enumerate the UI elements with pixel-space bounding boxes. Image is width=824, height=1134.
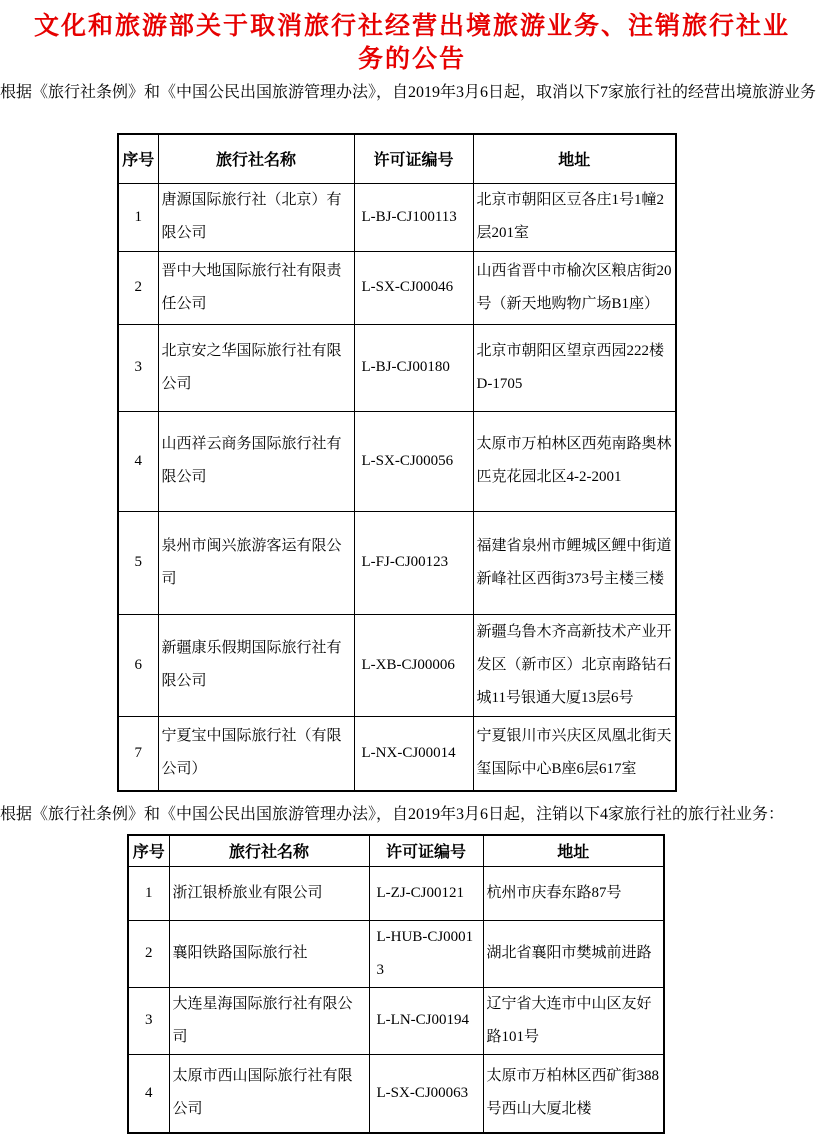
agency-name: 襄阳铁路国际旅行社 xyxy=(169,920,369,987)
row-number: 4 xyxy=(128,1054,169,1133)
license-number: L-SX-CJ00063 xyxy=(369,1054,483,1133)
agency-address: 湖北省襄阳市樊城前进路 xyxy=(483,920,664,987)
agency-name: 北京安之华国际旅行社有限公司 xyxy=(158,324,354,411)
row-number: 2 xyxy=(128,920,169,987)
license-number: L-FJ-CJ00123 xyxy=(354,511,473,614)
license-number: L-LN-CJ00194 xyxy=(369,987,483,1054)
agency-name: 泉州市闽兴旅游客运有限公司 xyxy=(158,511,354,614)
page-title: 文化和旅游部关于取消旅行社经营出境旅游业务、注销旅行社业务的公告 xyxy=(33,12,790,73)
license-number: L-HUB-CJ00013 xyxy=(369,920,483,987)
table-row xyxy=(128,1054,664,1133)
column-header-address: 地址 xyxy=(483,835,664,866)
row-number: 2 xyxy=(118,251,158,324)
agency-name: 大连星海国际旅行社有限公司 xyxy=(169,987,369,1054)
license-number: L-ZJ-CJ00121 xyxy=(369,866,483,920)
row-number: 5 xyxy=(118,511,158,614)
cancel-table-body xyxy=(118,183,676,791)
agency-name: 宁夏宝中国际旅行社（有限公司） xyxy=(158,716,354,791)
agency-name: 山西祥云商务国际旅行社有限公司 xyxy=(158,411,354,511)
agency-name: 浙江银桥旅业有限公司 xyxy=(169,866,369,920)
license-number: L-XB-CJ00006 xyxy=(354,614,473,716)
header-row xyxy=(118,134,676,183)
row-number: 3 xyxy=(118,324,158,411)
header-row xyxy=(128,835,664,866)
agency-name: 太原市西山国际旅行社有限公司 xyxy=(169,1054,369,1133)
intro-paragraph-cancel: 根据《旅行社条例》和《中国公民出国旅游管理办法》，自2019年3月6日起，取消以下7家旅行社的经营出境旅游业务 xyxy=(0,84,817,101)
column-header-agency-name: 旅行社名称 xyxy=(158,134,354,183)
row-number: 1 xyxy=(118,183,158,251)
table-row xyxy=(118,183,676,251)
agency-name: 新疆康乐假期国际旅行社有限公司 xyxy=(158,614,354,716)
cancel-table xyxy=(117,133,677,792)
column-header-index: 序号 xyxy=(118,134,158,183)
column-header-index: 序号 xyxy=(128,835,169,866)
agency-address: 山西省晋中市榆次区粮店街20号（新天地购物广场B1座） xyxy=(473,251,676,324)
row-number: 1 xyxy=(128,866,169,920)
license-number: L-SX-CJ00056 xyxy=(354,411,473,511)
agency-address: 北京市朝阳区豆各庄1号1幢2层201室 xyxy=(473,183,676,251)
table-row xyxy=(128,920,664,987)
column-header-address: 地址 xyxy=(473,134,676,183)
license-number: L-SX-CJ00046 xyxy=(354,251,473,324)
agency-address: 杭州市庆春东路87号 xyxy=(483,866,664,920)
column-header-agency-name: 旅行社名称 xyxy=(169,835,369,866)
row-number: 4 xyxy=(118,411,158,511)
row-number: 3 xyxy=(128,987,169,1054)
cancel-table-header xyxy=(118,134,676,183)
deregister-table-body xyxy=(128,866,664,1133)
table-row xyxy=(118,716,676,791)
agency-address: 宁夏银川市兴庆区凤凰北街天玺国际中心B座6层617室 xyxy=(473,716,676,791)
table-row xyxy=(128,987,664,1054)
row-number: 6 xyxy=(118,614,158,716)
agency-name: 唐源国际旅行社（北京）有限公司 xyxy=(158,183,354,251)
license-number: L-BJ-CJ00180 xyxy=(354,324,473,411)
table-row xyxy=(128,866,664,920)
agency-address: 新疆乌鲁木齐高新技术产业开发区（新市区）北京南路钻石城11号银通大厦13层6号 xyxy=(473,614,676,716)
table-row xyxy=(118,251,676,324)
intro-paragraph-deregister: 根据《旅行社条例》和《中国公民出国旅游管理办法》，自2019年3月6日起，注销以下4家旅行社的旅行社业务： xyxy=(0,806,785,823)
agency-address: 福建省泉州市鲤城区鲤中街道新峰社区西街373号主楼三楼 xyxy=(473,511,676,614)
license-number: L-NX-CJ00014 xyxy=(354,716,473,791)
agency-name: 晋中大地国际旅行社有限责任公司 xyxy=(158,251,354,324)
deregister-table xyxy=(127,834,665,1134)
row-number: 7 xyxy=(118,716,158,791)
column-header-license: 许可证编号 xyxy=(369,835,483,866)
table-row xyxy=(118,614,676,716)
table-row xyxy=(118,411,676,511)
column-header-license: 许可证编号 xyxy=(354,134,473,183)
agency-address: 北京市朝阳区望京西园222楼D-1705 xyxy=(473,324,676,411)
agency-address: 太原市万柏林区西苑南路奥林匹克花园北区4-2-2001 xyxy=(473,411,676,511)
table-row xyxy=(118,511,676,614)
agency-address: 太原市万柏林区西矿街388号西山大厦北楼 xyxy=(483,1054,664,1133)
table-row xyxy=(118,324,676,411)
license-number: L-BJ-CJ100113 xyxy=(354,183,473,251)
agency-address: 辽宁省大连市中山区友好路101号 xyxy=(483,987,664,1054)
deregister-table-header xyxy=(128,835,664,866)
